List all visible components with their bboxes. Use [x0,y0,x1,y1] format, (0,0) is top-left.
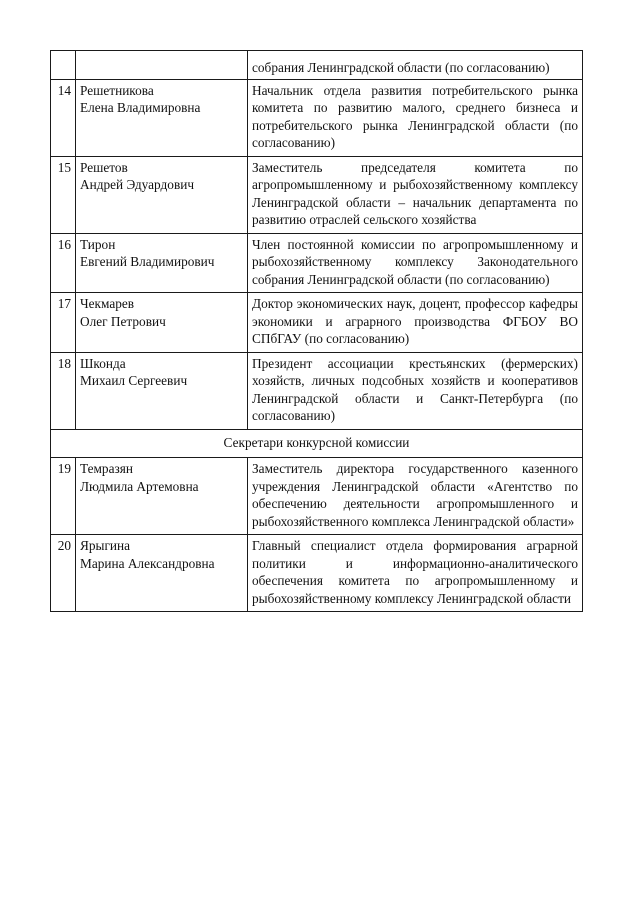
member-position: Заместитель председателя комитета по агропромышленному и рыбохозяйственному комплексу Ленинградской области – начальник департамента по развитию отраслей сельского хозяйства [248,156,583,233]
row-number: 14 [51,79,76,156]
table-row [51,352,583,429]
member-given-name: Людмила Артемовна [80,478,199,494]
table-row [51,79,583,156]
member-position: собрания Ленинградской области (по согласованию) [248,51,583,80]
row-number: 17 [51,293,76,353]
member-surname: Темразян [80,461,133,476]
section-header-row [51,429,583,458]
member-given-name: Андрей Эдуардович [80,177,195,192]
table-row-continuation [51,51,583,80]
member-name [76,156,248,233]
row-number [51,51,76,80]
member-surname: Шконда [80,355,126,371]
member-name [76,233,248,293]
member-position: Доктор экономических наук, доцент, профессор кафедры экономики и аграрного производства ФГБОУ ВО СПбГАУ (по согласованию) [248,293,583,353]
member-name [76,535,248,612]
member-surname: Решетов [80,159,128,175]
table-row [51,293,583,353]
member-name [76,458,248,535]
member-surname: Чекмарев [80,296,135,311]
member-name [76,293,248,353]
table-row [51,535,583,612]
row-number: 18 [51,352,76,429]
member-position: Заместитель директора государственного казенного учреждения Ленинградской области «Агентство по обеспечению деятельности агропромышленного и рыбохозяйственного комплекса Ленинградской области» [248,458,583,535]
member-surname: Ярыгина [80,538,131,553]
member-position: Начальник отдела развития потребительского рынка комитета по развитию малого, среднего бизнеса и потребительского рынка Ленинградской области (по согласованию) [248,79,583,156]
commission-members-table [50,50,583,612]
member-given-name: Елена Владимировна [80,100,201,115]
member-position: Президент ассоциации крестьянских (фермерских) хозяйств, личных подсобных хозяйств и кооперативов Ленинградской области и Санкт-Петербурга (по согласованию) [248,352,583,429]
table-row [51,156,583,233]
row-number: 15 [51,156,76,233]
row-number: 16 [51,233,76,293]
table-row [51,458,583,535]
row-number: 20 [51,535,76,612]
member-name [76,79,248,156]
member-given-name: Евгений Владимирович [80,254,215,269]
row-number: 19 [51,458,76,535]
section-title: Секретари конкурсной комиссии [51,429,583,458]
member-given-name: Марина Александровна [80,555,215,571]
member-name [76,352,248,429]
member-surname: Решетникова [80,82,154,98]
member-name [76,51,248,80]
table-row [51,233,583,293]
member-given-name: Михаил Сергеевич [80,373,188,388]
member-given-name: Олег Петрович [80,313,166,329]
member-surname: Тирон [80,236,116,252]
member-position: Главный специалист отдела формирования аграрной политики и информационно-аналитического обеспечения комитета по агропромышленному и рыбохозяйственному комплексу Ленинградской области [248,535,583,612]
member-position: Член постоянной комиссии по агропромышленному и рыбохозяйственному комплексу Законодательного собрания Ленинградской области (по согласованию) [248,233,583,293]
